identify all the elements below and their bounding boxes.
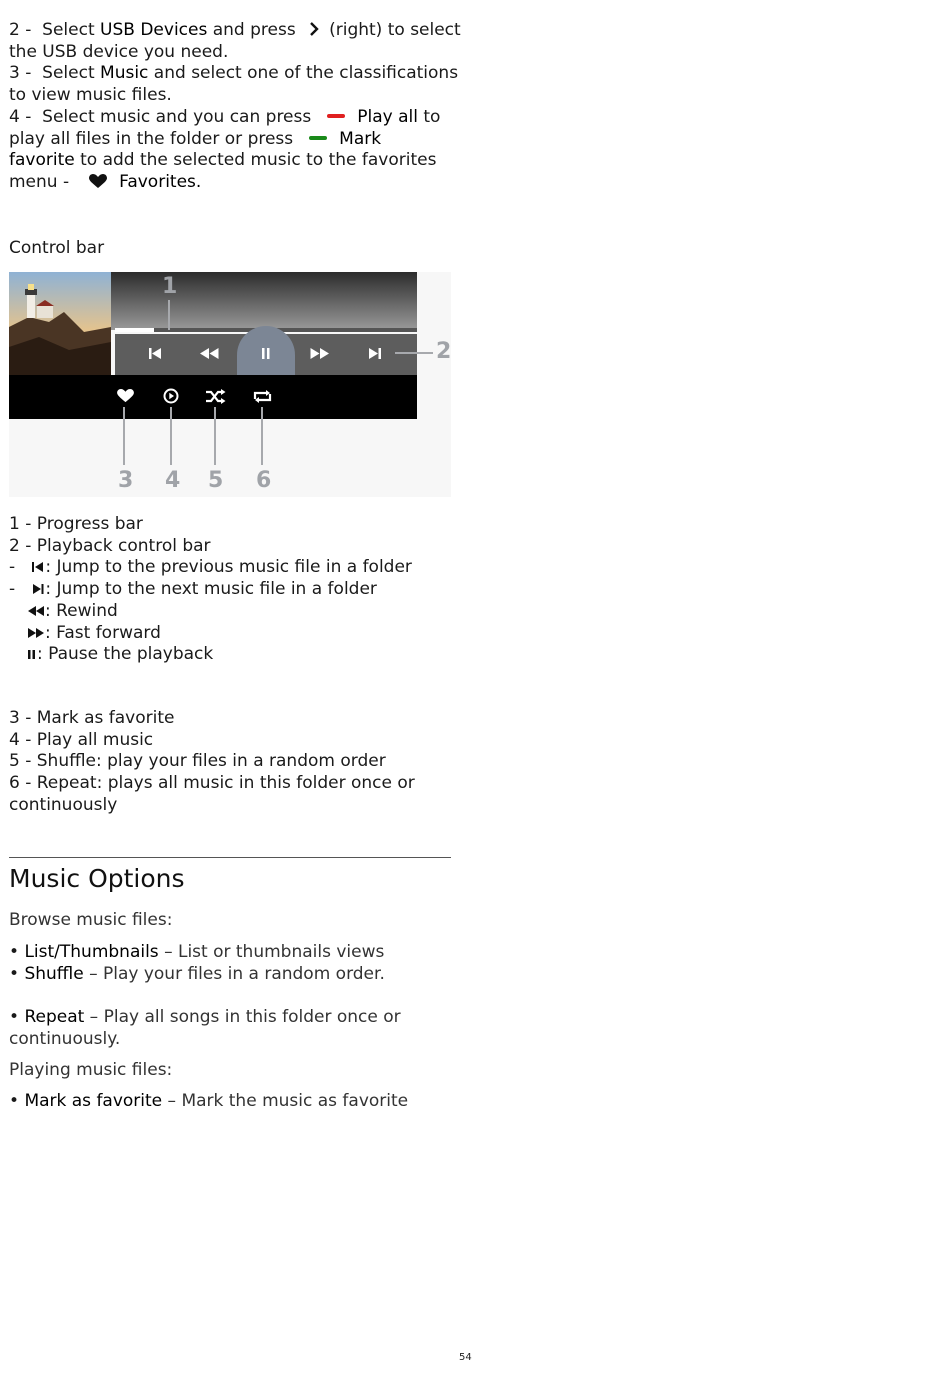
callout-3: 3 xyxy=(118,468,134,493)
step-text: Select xyxy=(42,20,101,40)
browse-label: Browse music files: xyxy=(9,910,173,930)
control-legend xyxy=(9,514,412,666)
section-divider xyxy=(9,857,451,858)
fast-forward-icon xyxy=(27,627,45,639)
option-desc: – Play your files in a random order. xyxy=(83,963,385,984)
step-text: (right) to select xyxy=(323,20,461,40)
step-number: 2 - xyxy=(9,20,32,40)
rewind-icon[interactable] xyxy=(199,346,219,360)
callout-6: 6 xyxy=(256,468,272,493)
option-name: Mark as favorite xyxy=(24,1091,163,1111)
callout-line-3 xyxy=(123,407,125,465)
option-desc: – Mark the music as favorite xyxy=(162,1091,409,1111)
music-label: Music xyxy=(100,63,149,84)
legend-text: : Fast forward xyxy=(45,622,161,643)
option-legend xyxy=(9,708,415,817)
shuffle-icon[interactable] xyxy=(204,387,226,405)
repeat-icon[interactable] xyxy=(251,387,273,405)
step-2-line-1 xyxy=(9,20,459,42)
music-options-bullets-3 xyxy=(9,1091,408,1113)
usb-devices-label: USB Devices xyxy=(100,20,208,40)
music-options-list xyxy=(9,910,172,932)
play-all-icon[interactable] xyxy=(161,387,181,405)
bullet-repeat xyxy=(9,1007,401,1029)
bullet: • xyxy=(9,1007,25,1027)
favorite-heart-icon[interactable] xyxy=(115,387,135,405)
legend-text: : Jump to the next music file in a folder xyxy=(45,579,377,600)
legend-repeat-cont: continuously xyxy=(9,794,118,815)
callout-line-6 xyxy=(261,407,263,465)
pause-icon[interactable] xyxy=(259,346,273,360)
legend-next xyxy=(9,579,412,601)
green-key-icon xyxy=(309,136,327,140)
playing-label: Playing music files: xyxy=(9,1060,173,1080)
bullet-list-thumbnails xyxy=(9,942,385,964)
step-number: 4 - xyxy=(9,106,32,127)
legend-progress-bar: 1 - Progress bar xyxy=(9,514,143,534)
player-screen xyxy=(111,272,417,330)
dash: - xyxy=(9,557,16,578)
step-text: play all files in the folder or press xyxy=(9,128,294,149)
legend-fast-forward xyxy=(9,623,412,645)
legend-text: : Rewind xyxy=(45,600,118,621)
skip-previous-icon xyxy=(31,561,45,573)
music-options-bullets-1 xyxy=(9,942,385,985)
heart-icon xyxy=(89,174,107,189)
option-name: Repeat xyxy=(24,1007,85,1027)
play-all-label: Play all xyxy=(357,106,418,127)
playing-label-block xyxy=(9,1060,172,1082)
legend-play-all: 4 - Play all music xyxy=(9,729,154,750)
fast-forward-icon[interactable] xyxy=(309,346,329,360)
step-text: Select xyxy=(42,63,101,84)
control-bar-figure xyxy=(9,272,451,497)
favorites-label: Favorites. xyxy=(119,171,202,192)
step-text: and select one of the classifications xyxy=(148,63,459,84)
music-options-heading: Music Options xyxy=(9,864,185,893)
step-text: to xyxy=(417,106,441,127)
callout-1: 1 xyxy=(162,274,178,299)
progress-fill xyxy=(115,328,154,332)
favorite-label: favorite xyxy=(9,150,75,171)
skip-previous-icon[interactable] xyxy=(148,346,162,360)
step-text: Select music and you can press xyxy=(42,106,312,127)
legend-previous xyxy=(9,557,412,579)
callout-line-2 xyxy=(395,352,433,354)
red-key-icon xyxy=(327,114,345,118)
legend-rewind xyxy=(9,601,412,623)
bullet-repeat-line-2: continuously. xyxy=(9,1028,121,1049)
step-4-line-1 xyxy=(9,107,459,129)
mark-label: Mark xyxy=(339,128,382,149)
dash: - xyxy=(9,579,16,600)
steps-block xyxy=(9,20,459,194)
bullet: • xyxy=(9,942,25,962)
rewind-icon xyxy=(27,605,45,617)
step-text: menu - xyxy=(9,171,70,192)
bullet-mark-favorite xyxy=(9,1091,408,1113)
callout-4: 4 xyxy=(165,468,181,493)
option-name: List/Thumbnails xyxy=(24,942,159,962)
lighthouse-thumbnail xyxy=(9,272,111,375)
step-4-line-4 xyxy=(9,172,459,194)
option-desc: – List or thumbnails views xyxy=(158,942,385,962)
bullet: • xyxy=(9,963,25,984)
control-bar-heading: Control bar xyxy=(9,238,105,258)
pause-icon xyxy=(27,648,37,660)
step-4-line-2 xyxy=(9,129,459,151)
callout-line-5 xyxy=(214,407,216,465)
page-number: 54 xyxy=(459,1352,472,1363)
legend-text: : Jump to the previous music file in a folder xyxy=(45,557,412,578)
step-3-line-2: to view music files. xyxy=(9,85,172,106)
callout-line-4 xyxy=(170,407,172,465)
skip-next-icon xyxy=(31,583,45,595)
step-text: to add the selected music to the favorites xyxy=(74,150,437,171)
legend-mark-favorite: 3 - Mark as favorite xyxy=(9,708,175,728)
legend-shuffle: 5 - Shuffle: play your files in a random order xyxy=(9,751,386,772)
bullet-shuffle xyxy=(9,964,385,986)
legend-text: : Pause the playback xyxy=(37,644,214,665)
legend-repeat: 6 - Repeat: plays all music in this folder once or xyxy=(9,773,415,794)
legend-pause xyxy=(9,644,412,666)
music-options-bullets-2 xyxy=(9,1007,401,1050)
legend-playback-control-bar: 2 - Playback control bar xyxy=(9,535,211,556)
step-number: 3 - xyxy=(9,63,32,84)
option-desc: – Play all songs in this folder once or xyxy=(84,1007,401,1027)
callout-5: 5 xyxy=(208,468,224,493)
option-name: Shuffle xyxy=(24,963,84,984)
step-4-line-3 xyxy=(9,150,459,172)
chevron-right-icon xyxy=(308,22,320,36)
callout-2: 2 xyxy=(436,339,452,364)
skip-next-icon[interactable] xyxy=(367,346,381,360)
bullet: • xyxy=(9,1091,25,1111)
step-3-line-1 xyxy=(9,63,459,85)
callout-line-1 xyxy=(168,300,170,330)
step-text: and press xyxy=(207,20,296,40)
step-2-line-2: the USB device you need. xyxy=(9,41,229,62)
